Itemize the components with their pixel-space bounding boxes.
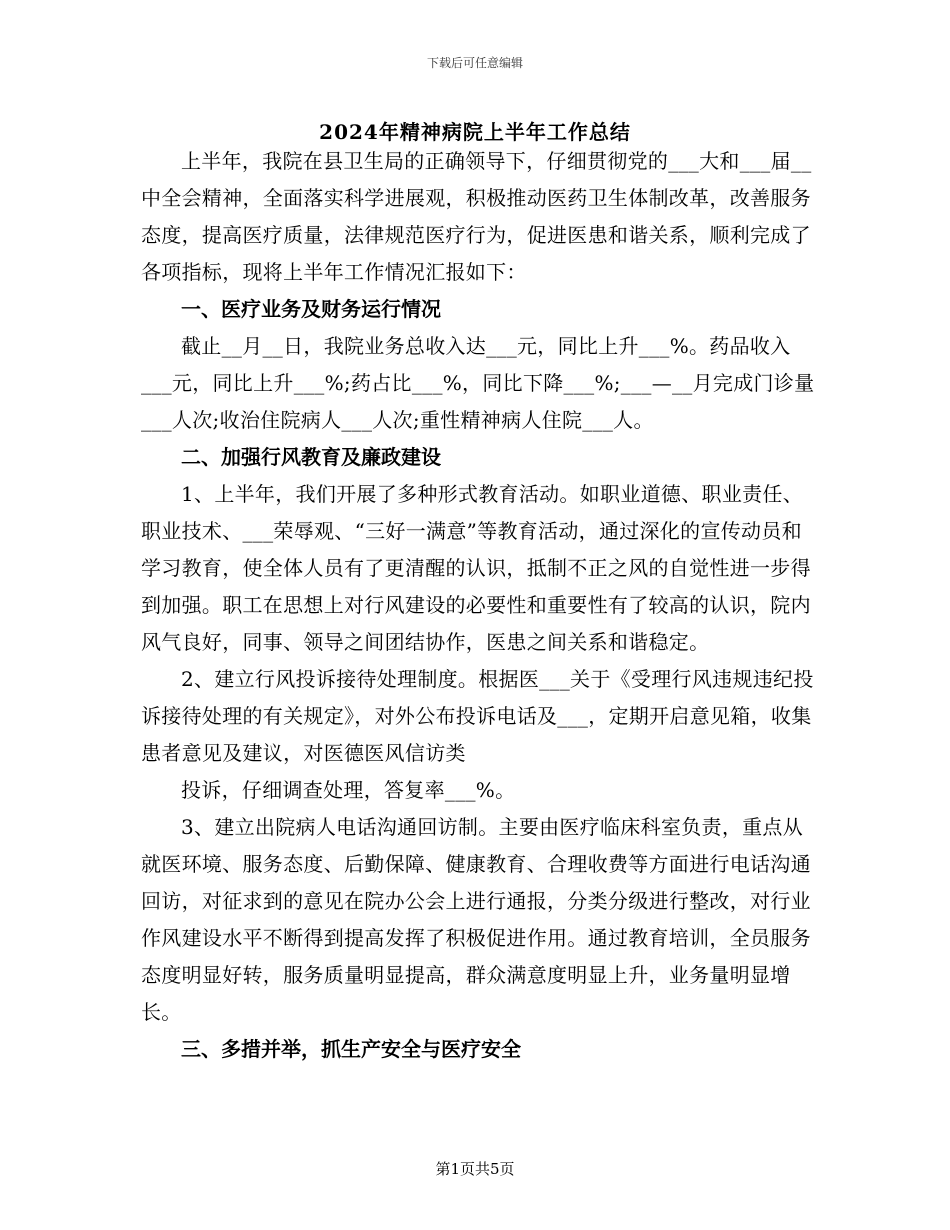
intro-paragraph: 上半年，我院在县卫生局的正确领导下，仔细贯彻党的___大和___届__中全会精神，全面落实科学进展观，积极推动医药卫生体制改革，改善服务态度，提高医疗质量，法律规范医疗行为，促进医患和谐关系，顺利完成了各项指标，现将上半年工作情况汇报如下： (141, 149, 812, 284)
section-heading-2: 二、加强行风教育及廉政建设 (181, 445, 441, 469)
education-paragraph: 1、上半年，我们开展了多种形式教育活动。如职业道德、职业责任、职业技术、___荣辱观、“三好一满意”等教育活动，通过深化的宣传动员和学习教育，使全体人员有了更清醒的认识，抵制不正之风的自觉性进一步得到加强。职工在思想上对行风建设的必要性和重要性有了较高的认识，院内风气良好，同事、领导之间团结协作，医患之间关系和谐稳定。 (141, 482, 811, 654)
header-note: 下载后可任意编辑 (426, 56, 523, 70)
section-heading-3: 三、多措并举，抓生产安全与医疗安全 (181, 1037, 521, 1061)
section-heading-1: 一、医疗业务及财务运行情况 (181, 297, 441, 321)
complaint-continuation: 投诉，仔细调查处理，答复率___%。 (181, 778, 516, 802)
page-number: 第1页共5页 (435, 1160, 515, 1178)
document-body (141, 143, 821, 1068)
followup-paragraph: 3、建立出院病人电话沟通回访制。主要由医疗临床科室负责，重点从就医环境、服务态度、后勤保障、健康教育、合理收费等方面进行电话沟通回访，对征求到的意见在院办公会上进行通报，分类分级进行整改，对行业作风建设水平不断得到提高发挥了积极促进作用。通过教育培训，全员服务态度明显好转，服务质量明显提高，群众满意度明显上升，业务量明显增长。 (141, 815, 811, 1024)
document-title: 2024年精神病院上半年工作总结 (319, 120, 631, 144)
finance-paragraph: 截止__月__日，我院业务总收入达___元，同比上升___%。药品收入___元，同比上升___%;药占比___%，同比下降___%;___—__月完成门诊量___人次;收治住院病人___人次;重性精神病人住院___人。 (141, 334, 815, 432)
complaint-paragraph: 2、建立行风投诉接待处理制度。根据医___关于《受理行风违规违纪投诉接待处理的有关规定》，对外公布投诉电话及___，定期开启意见箱，收集患者意见及建议，对医德医风信访类 (141, 667, 814, 765)
